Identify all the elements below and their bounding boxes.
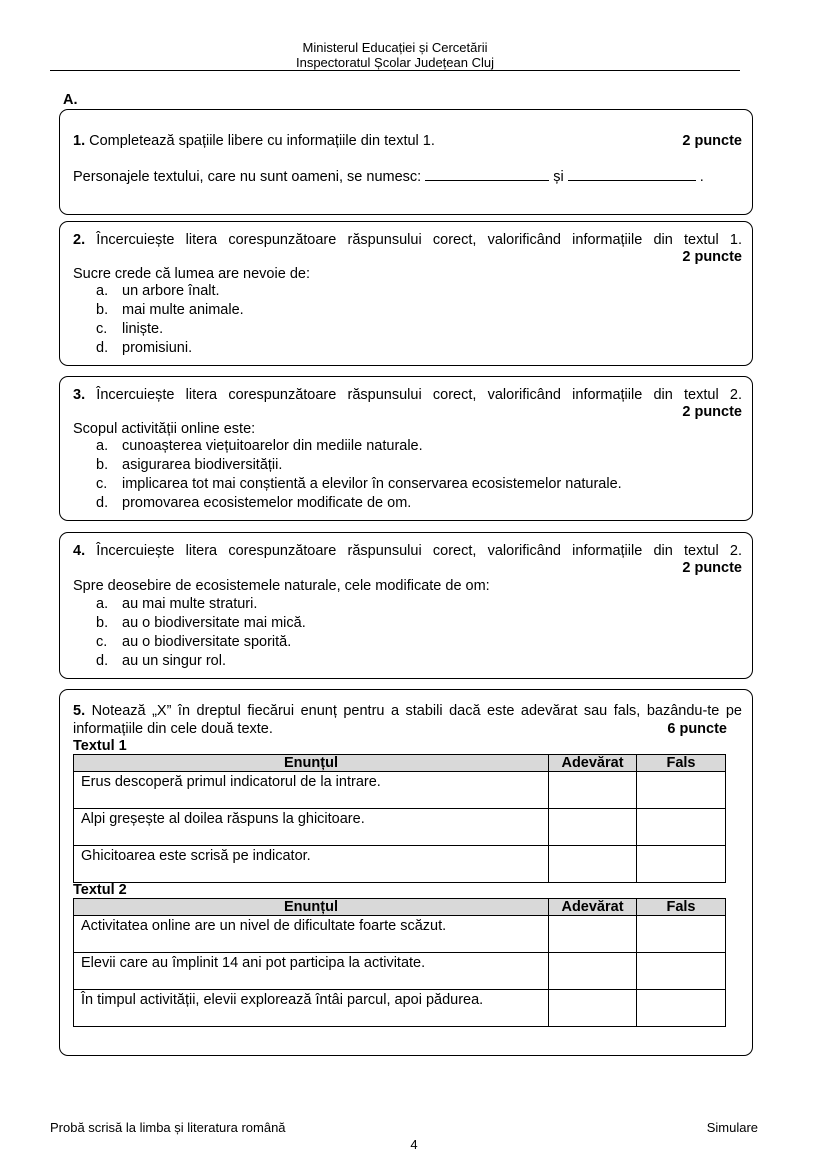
option-letter: b. <box>96 302 109 319</box>
text-1-heading: Textul 1 <box>73 738 127 754</box>
option-text: liniște. <box>122 321 164 338</box>
text-2-heading: Textul 2 <box>73 882 127 898</box>
column-header-statement: Enunțul <box>74 755 549 772</box>
statement-cell: Ghicitoarea este scrisă pe indicator. <box>74 846 549 883</box>
question-3-instruction: Încercuiește litera corespunzătoare răspunsului corect, valorificând informațiile din textul 2. <box>85 387 742 403</box>
option-text: asigurarea biodiversității. <box>122 457 283 474</box>
table-header-row <box>74 899 726 916</box>
false-answer-cell[interactable] <box>637 772 726 809</box>
question-5-number: 5. <box>73 703 86 719</box>
option-text: au o biodiversitate sporită. <box>122 634 292 651</box>
true-answer-cell[interactable] <box>549 809 637 846</box>
page-number: 4 <box>410 1137 418 1152</box>
question-2-points: 2 puncte <box>682 249 742 265</box>
question-2-stem: Sucre crede că lumea are nevoie de: <box>73 266 310 282</box>
false-answer-cell[interactable] <box>637 809 726 846</box>
column-header-statement: Enunțul <box>74 899 549 916</box>
ministry-name: Ministerul Educației și Cercetării <box>302 40 488 55</box>
column-header-true: Adevărat <box>549 755 637 772</box>
question-1-sentence-end: . <box>695 169 704 185</box>
footer-exam-type: Simulare <box>706 1120 758 1135</box>
option-a[interactable] <box>96 282 244 301</box>
question-1-prompt <box>73 132 742 150</box>
false-answer-cell[interactable] <box>637 846 726 883</box>
false-answer-cell[interactable] <box>637 953 726 990</box>
option-letter: c. <box>96 321 108 338</box>
question-1-box <box>59 109 753 215</box>
option-text: implicarea tot mai conștientă a elevilor în conservarea ecosistemelor naturale. <box>122 476 622 493</box>
question-5-box <box>59 689 753 1056</box>
option-b[interactable] <box>96 614 306 633</box>
option-a[interactable] <box>96 437 622 456</box>
option-text: promovarea ecosistemelor modificate de om. <box>122 495 412 512</box>
question-2-options <box>96 282 244 358</box>
option-d[interactable] <box>96 339 244 358</box>
question-3-number: 3. <box>73 387 86 403</box>
option-letter: b. <box>96 615 109 632</box>
text-2-table <box>73 898 726 1027</box>
column-header-true: Adevărat <box>549 899 637 916</box>
true-answer-cell[interactable] <box>549 916 637 953</box>
text-1-table <box>73 754 726 883</box>
option-text: au un singur rol. <box>122 653 226 670</box>
question-1-conjunction: și <box>553 169 564 185</box>
option-letter: d. <box>96 495 109 512</box>
inspectorate-name: Inspectoratul Școlar Județean Cluj <box>295 55 494 70</box>
statement-cell: Activitatea online are un nivel de dificultate foarte scăzut. <box>74 916 549 953</box>
statement-cell: Erus descoperă primul indicatorul de la intrare. <box>74 772 549 809</box>
question-4-points: 2 puncte <box>682 560 742 576</box>
header-divider <box>50 70 740 71</box>
option-letter: d. <box>96 653 109 670</box>
option-letter: b. <box>96 457 109 474</box>
statement-cell: Alpi greșește al doilea răspuns la ghicitoare. <box>74 809 549 846</box>
true-answer-cell[interactable] <box>549 772 637 809</box>
question-4-stem: Spre deosebire de ecosistemele naturale, cele modificate de om: <box>73 578 490 594</box>
option-letter: c. <box>96 634 108 651</box>
option-b[interactable] <box>96 456 622 475</box>
option-text: au mai multe straturi. <box>122 596 258 613</box>
option-a[interactable] <box>96 595 306 614</box>
option-letter: a. <box>96 283 109 300</box>
question-2-instruction: Încercuiește litera corespunzătoare răspunsului corect, valorificând informațiile din textul 1. <box>85 232 742 248</box>
question-1-sentence-start: Personajele textului, care nu sunt oameni, se numesc: <box>73 169 426 185</box>
question-4-options <box>96 595 306 671</box>
option-text: au o biodiversitate mai mică. <box>122 615 306 632</box>
question-3-stem: Scopul activității online este: <box>73 421 256 437</box>
question-1-instruction: Completează spațiile libere cu informațiile din textul 1. <box>85 133 435 149</box>
statement-cell: Elevii care au împlinit 14 ani pot participa la activitate. <box>74 953 549 990</box>
question-3-prompt <box>73 386 742 404</box>
question-1-sentence <box>73 168 742 186</box>
answer-blank-1[interactable] <box>425 168 549 181</box>
option-c[interactable] <box>96 475 622 494</box>
page-header <box>50 40 740 70</box>
question-1-points: 2 puncte <box>682 133 742 149</box>
question-4-box <box>59 532 753 679</box>
question-4-number: 4. <box>73 543 86 559</box>
option-text: un arbore înalt. <box>122 283 220 300</box>
statement-cell: În timpul activității, elevii explorează întâi parcul, apoi pădurea. <box>74 990 549 1027</box>
option-text: mai multe animale. <box>122 302 244 319</box>
option-c[interactable] <box>96 633 306 652</box>
option-text: promisiuni. <box>122 340 193 357</box>
column-header-false: Fals <box>637 899 726 916</box>
question-1-number: 1. <box>73 133 86 149</box>
option-c[interactable] <box>96 320 244 339</box>
question-2-box <box>59 221 753 366</box>
question-5-prompt-line-1 <box>73 702 742 720</box>
table-row <box>74 990 726 1027</box>
table-row <box>74 953 726 990</box>
section-label: A. <box>63 92 78 108</box>
true-answer-cell[interactable] <box>549 953 637 990</box>
true-answer-cell[interactable] <box>549 990 637 1027</box>
option-letter: a. <box>96 438 109 455</box>
option-text: cunoașterea viețuitoarelor din mediile naturale. <box>122 438 423 455</box>
question-2-prompt <box>73 231 742 249</box>
question-4-instruction: Încercuiește litera corespunzătoare răspunsului corect, valorificând informațiile din textul 2. <box>85 543 742 559</box>
option-letter: c. <box>96 476 108 493</box>
option-d[interactable] <box>96 652 306 671</box>
table-row <box>74 809 726 846</box>
question-3-box <box>59 376 753 521</box>
option-b[interactable] <box>96 301 244 320</box>
table-row <box>74 772 726 809</box>
column-header-false: Fals <box>637 755 726 772</box>
table-header-row <box>74 755 726 772</box>
question-4-prompt <box>73 542 742 560</box>
false-answer-cell[interactable] <box>637 916 726 953</box>
option-d[interactable] <box>96 494 622 513</box>
option-letter: d. <box>96 340 109 357</box>
true-answer-cell[interactable] <box>549 846 637 883</box>
question-2-number: 2. <box>73 232 86 248</box>
question-5-points: 6 puncte <box>667 721 727 737</box>
question-5-prompt-line-2: informațiile din cele două texte. <box>73 721 273 737</box>
question-3-points: 2 puncte <box>682 404 742 420</box>
table-row <box>74 916 726 953</box>
footer-exam-title: Probă scrisă la limba și literatura română <box>50 1120 286 1135</box>
option-letter: a. <box>96 596 109 613</box>
question-3-options <box>96 437 622 513</box>
question-5-instruction: Notează „X” în dreptul fiecărui enunț pentru a stabili dacă este adevărat sau fals, bazându-te pe <box>85 703 742 719</box>
answer-blank-2[interactable] <box>568 168 696 181</box>
false-answer-cell[interactable] <box>637 990 726 1027</box>
table-row <box>74 846 726 883</box>
